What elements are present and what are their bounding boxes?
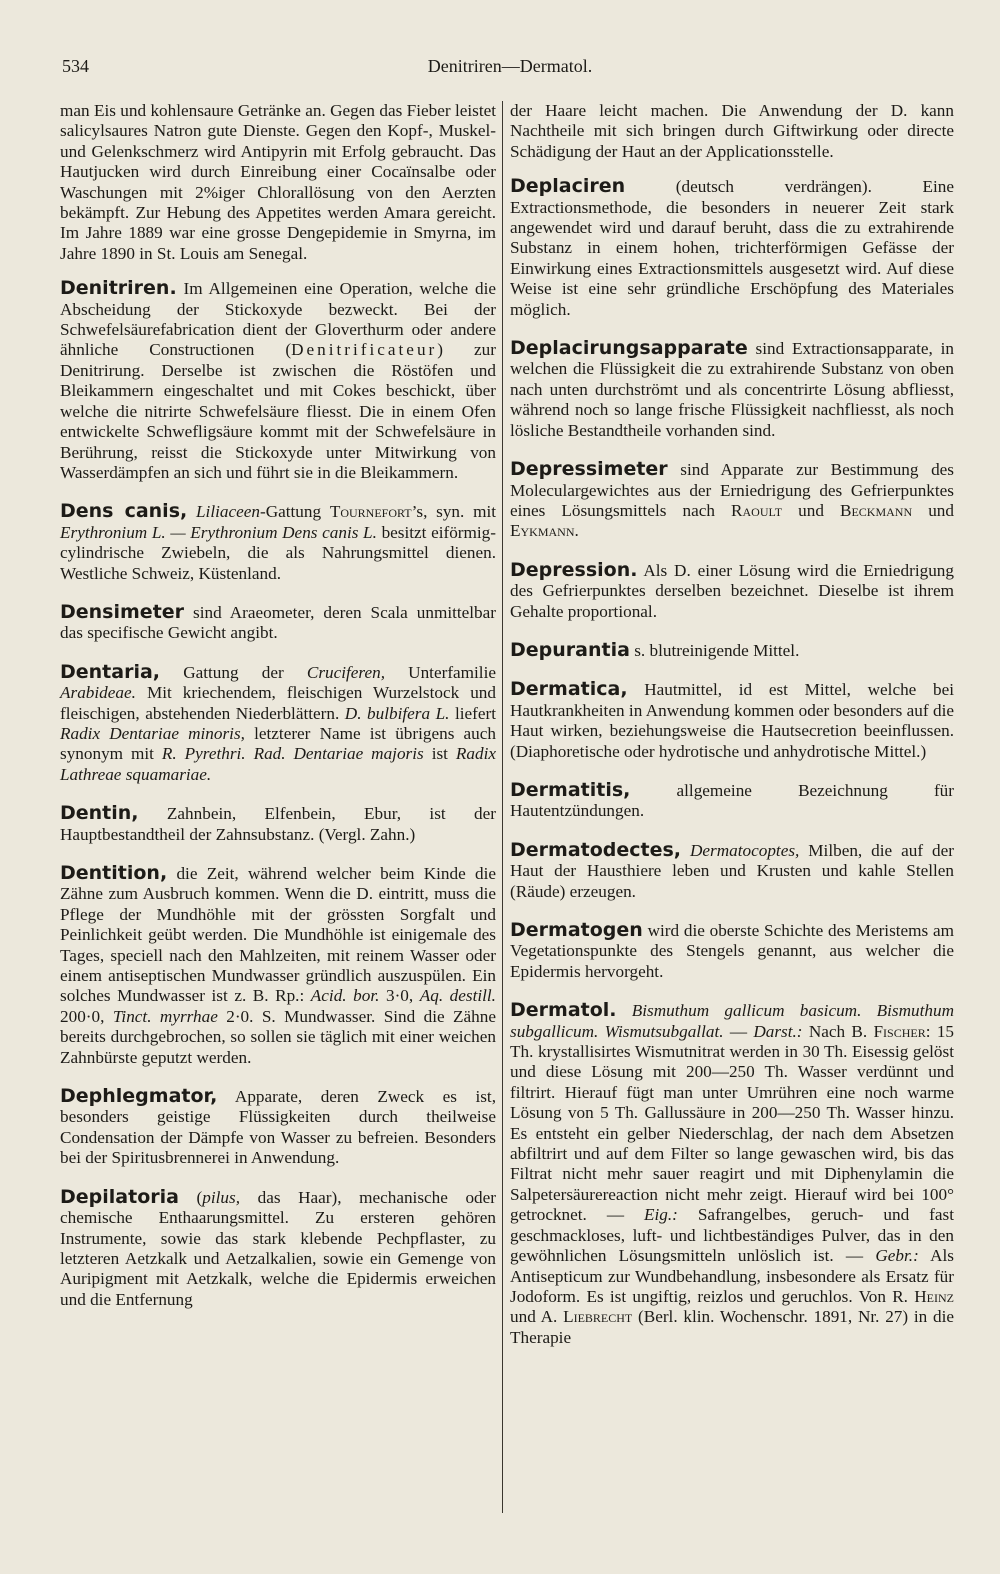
entry-headword: Dermatol.	[510, 999, 617, 1022]
entry-dermatitis	[510, 780, 954, 822]
entry-continuation-left	[60, 101, 496, 264]
entry-text: liefert	[449, 703, 496, 723]
entry-depilatoria	[60, 1187, 496, 1310]
entry-italic: Liliaceen	[196, 502, 260, 522]
entry-headword: Dermatica,	[510, 678, 628, 701]
entry-italic: R. Pyrethri. Rad. Dentariae majoris	[161, 744, 424, 764]
right-column	[510, 101, 954, 1366]
entry-text: Im Allgemeinen eine Operation, welche die Abscheidung der Stickoxyde bezweckt. Bei der Schwefelsäurefabrication dient der Gloverthurm oder andere ähnliche Constructionen (	[60, 279, 497, 360]
entry-text: die Zeit, während welcher beim Kinde die Zähne zum Ausbruch kommen. Wenn die D. eintritt, muss die Pflege der Mundhöhle mit der grössten Sorgfalt und Peinlichkeit geübt werden. Die Mundhöhle ist einigemale des Tages, speciell nach den Mahlzeiten, mit reinem Wasser oder einem antiseptischen Mundwasser gründlich auszuspülen. Ein solches Mundwasser ist z. B. Rp.:	[60, 864, 496, 1006]
entry-headword: Depurantia	[510, 638, 630, 661]
entry-text: .	[574, 521, 579, 541]
entry-italic: Cruciferen,	[306, 662, 385, 682]
entry-text: (Berl. klin. Wochenschr. 1891, Nr. 27) in die Therapie	[510, 1307, 954, 1347]
entry-text: ist	[423, 744, 456, 764]
entry-text: (	[178, 1187, 203, 1207]
entry-dermatogen	[510, 920, 954, 982]
entry-text: Gattung der	[160, 662, 307, 682]
entry-text: 3·0,	[379, 986, 420, 1006]
entry-author: Eykmann	[510, 521, 575, 541]
entry-dermatica	[510, 679, 954, 762]
entry-italic: Radix Lathreae squamariae.	[60, 744, 496, 784]
entry-dephlegmator	[60, 1086, 496, 1169]
entry-italic: Eig.:	[644, 1205, 678, 1225]
entry-italic: Aq. destill.	[419, 986, 496, 1006]
entry-headword: Dentin,	[60, 802, 139, 825]
page-number: 534	[62, 56, 89, 76]
entry-headword: Depressimeter	[510, 458, 668, 481]
entry-author: Raoult	[731, 500, 783, 520]
entry-text: Als D. einer Lösung wird die Erniedrigung des Gefrierpunktes derselben bezeichnet. Dieselbe ist ihrem Gehalte proportional.	[510, 560, 954, 621]
entry-text: s. blutreinigende Mittel.	[629, 640, 800, 660]
entry-dens-canis	[60, 501, 496, 584]
entry-author: Beckmann	[840, 500, 913, 520]
entry-dermatol	[510, 1000, 954, 1348]
entry-author: Fischer	[873, 1021, 926, 1041]
entry-italic: Darst.:	[753, 1021, 803, 1041]
entry-text: 200·0,	[60, 1006, 113, 1026]
entry-text: man Eis und kohlensaure Getränke an. Gegen das Fieber leistet salicylsaures Natron gute Dienste. Gegen den Kopf-, Muskel- und Gelenkschmerz wird Antipyrin mit Erfolg gebraucht. Das Hautjucken wird durch Einreibung einer Cocaïnsalbe oder Waschungen mit 2%iger Chlorallösung von den Aerzten bekämpft. Zur Hebung des Appetites werden Amara gereicht. Im Jahre 1889 war eine grosse Dengepidemie in Smyrna, im Jahre 1890 in St. Louis am Senegal.	[60, 101, 496, 263]
entry-headword: Dephlegmator,	[60, 1085, 218, 1108]
entry-text: sind Apparate zur Bestimmung des Moleculargewichtes aus der Erniedrigung des Gefrierpunktes eines Lösungsmittels nach	[510, 460, 954, 520]
entry-italic: Gebr.:	[875, 1246, 919, 1266]
entry-depressimeter	[510, 459, 954, 542]
entry-headword: Dermatogen	[510, 919, 643, 941]
entry-text: ’s, syn. mit	[411, 502, 496, 522]
entry-text: ) zur Denitrirung. Derselbe ist zwischen die Röstöfen und Bleikammern eingeschaltet und mit Cokes beschickt, über welche die nitrirte Schwefelsäure fliesst. Die in einem Ofen entwickelte Schwefligsäure kommt mit der Schwefelsäure in Berührung, reisst die Stickoxyde unter Mitwirkung von Wasserdämpfen an sich und führt sie in die Bleikammern.	[60, 340, 496, 482]
entry-text: Mit kriechendem, fleischigen Wurzelstock und fleischigen, abstehenden Niederblättern.	[60, 683, 496, 723]
entry-depression	[510, 560, 954, 622]
entry-headword: Densimeter	[60, 600, 185, 623]
entry-spaced-term: Denitrificateur	[291, 340, 438, 360]
entry-italic: Radix Dentariae minoris,	[60, 723, 245, 743]
entry-text: Milben, die auf der Haut der Hausthiere leben und Krusten und kahle Stellen (Räude) erzeugen.	[510, 840, 954, 901]
entry-author: Heinz	[914, 1286, 954, 1306]
entry-text: und	[912, 500, 954, 520]
entry-deplacirungsapparate	[510, 338, 954, 441]
entry-denitriren	[60, 278, 496, 483]
entry-text: der Haare leicht machen. Die Anwendung der D. kann Nachtheile mit sich bringen durch Giftwirkung oder directe Schädigung der Haut an der Applicationsstelle.	[510, 101, 954, 161]
entry-italic: Erythronium L. — Erythronium Dens canis L.	[60, 522, 377, 542]
entry-headword: Denitriren.	[60, 277, 177, 300]
entry-text: (deutsch verdrängen). Eine Extractionsmethode, die besonders in neuerer Zeit stark angewendet wird und darauf beruht, dass die zu extrahirende Substanz in einem hohen, trichterförmigen Gefässe der Einwirkung eines Extractionsmittels ausgesetzt wird. Auf diese Weise ist eine sehr gründliche Erschöpfung des Materiales möglich.	[510, 177, 954, 319]
entry-text: und	[782, 500, 840, 520]
entry-dentition	[60, 863, 496, 1068]
entry-text: sind Extractionsapparate, in welchen die Flüssigkeit die zu extrahirende Substanz von oben nach unten durchströmt und als concentrirte Lösung abfliesst, während noch so lange frische Flüssigkeit nachfliesst, als noch lösliche Bestandtheile vorhanden sind.	[510, 339, 954, 440]
entry-dentin	[60, 803, 496, 845]
entry-text: —	[723, 1021, 754, 1041]
entry-author: Tournefort	[329, 502, 412, 522]
entry-headword: Dentition,	[60, 862, 168, 884]
entry-densimeter	[60, 602, 496, 644]
entry-headword: Dentaria,	[60, 660, 161, 683]
entry-text: wird die oberste Schichte des Meristems am Vegetationspunkte des Stengels genannt, aus welcher die Epidermis hervorgeht.	[510, 921, 954, 981]
entry-deplaciren	[510, 176, 954, 320]
entry-headword: Dermatitis,	[510, 778, 631, 801]
entry-italic: Dermatocoptes,	[690, 840, 800, 860]
entry-italic: Bismuthum gallicum basicum. Bismuthum subgallicum. Wismutsubgallat.	[510, 1001, 954, 1041]
entry-text: letzterer Name ist übrigens auch synonym mit	[60, 723, 497, 764]
entry-headword: Depression.	[510, 558, 638, 581]
entry-author: Liebrecht	[563, 1307, 633, 1327]
entry-italic: pilus,	[202, 1187, 241, 1207]
entry-headword: Dermatodectes,	[510, 838, 682, 861]
entry-text: Nach B.	[802, 1021, 874, 1041]
entry-headword: Depilatoria	[60, 1185, 179, 1208]
entry-text: Apparate, deren Zweck es ist, besonders geistige Flüssigkeiten durch theilweise Condensation der Dämpfe von Wasser zu befreien. Besonders bei der Spiritusbrennerei in Anwendung.	[60, 1087, 496, 1168]
entry-text: besitzt eiförmig-cylindrische Zwiebeln, die als Nahrungsmittel dienen. Westliche Schweiz, Küstenland.	[60, 522, 496, 583]
entry-continuation-right	[510, 101, 954, 162]
entry-italic: Arabideae.	[60, 683, 136, 703]
entry-text: sind Araeometer, deren Scala unmittelbar das specifische Gewicht angibt.	[60, 602, 496, 643]
entry-dentaria	[60, 662, 496, 785]
entry-text: Als Antisepticum zur Wundbehandlung, insbesondere als Ersatz für Jodoform. Es ist ungiftig, reizlos und geruchlos. Von R.	[510, 1246, 954, 1306]
entry-text: Safrangelbes, geruch- und fast geschmackloses, luft- und lichtbeständiges Pulver, das in den gewöhnlichen Lösungsmitteln unlöslich ist. —	[510, 1205, 954, 1266]
entry-text: -Gattung	[259, 502, 330, 522]
entry-text: Hautmittel, id est Mittel, welche bei Hautkrankheiten in Anwendung kommen oder besonders auf die Haut wirken, beziehungsweise die Hautsecretion beeinflussen. (Diaphoretische oder hydrotische und anhydrotische Mittel.)	[510, 680, 954, 761]
entry-text: das Haar), mechanische oder chemische Enthaarungsmittel. Zu ersteren gehören Instrumente, sowie das stark klebende Pechpflaster, zu letzteren Aetzkalk und Aetzalkalien, sowie ein Gemenge von Auripigment mit Aetzkalk, welche die Epidermis erweichen und die Entfernung	[60, 1187, 496, 1309]
entry-text: allgemeine Bezeichnung für Hautentzündungen.	[510, 780, 954, 821]
entry-headword: Deplacirungsapparate	[510, 337, 748, 360]
entry-text: und A.	[510, 1307, 564, 1327]
entry-headword: Deplaciren	[510, 175, 626, 198]
entry-italic: Acid. bor.	[310, 986, 380, 1006]
column-divider	[502, 101, 503, 1513]
entry-depurantia	[510, 640, 954, 661]
entry-dermatodectes	[510, 840, 954, 902]
entry-headword: Dens canis,	[60, 500, 188, 523]
entry-text: Unterfamilie	[385, 662, 496, 682]
left-column	[60, 101, 496, 1328]
entry-text: Zahnbein, Elfenbein, Ebur, ist der Hauptbestandtheil der Zahnsubstanz. (Vergl. Zahn.)	[60, 804, 496, 844]
entry-italic: Tinct. myrrhae	[112, 1006, 218, 1026]
entry-text: 2·0. S. Mundwasser. Sind die Zähne bereits durchgebrochen, so sollen sie täglich mit einer weichen Zahnbürste geputzt werden.	[60, 1006, 496, 1067]
entry-text: : 15 Th. krystallisirtes Wismutnitrat werden in 30 Th. Eisessig gelöst und diese Lösung mit 200—250 Th. Wasser verdünnt und filtrirt. Hierauf fügt man unter Umrühren eine noch warme Lösung von 5 Th. Gallussäure in 200—250 Th. Wasser hinzu. Es entsteht ein gelber Niederschlag, der nach dem Absetzen abfiltrirt und auf dem Filter so lange gewaschen wird, bis das Filtrat nicht mehr sauer reagirt und mit Diphenylamin die Salpetersäurereaction nicht mehr zeigt. Hierauf wird bei 100° getrocknet. —	[510, 1021, 955, 1225]
entry-italic: D. bulbifera L.	[344, 703, 450, 723]
running-title: Denitriren—Dermatol.	[427, 56, 593, 76]
